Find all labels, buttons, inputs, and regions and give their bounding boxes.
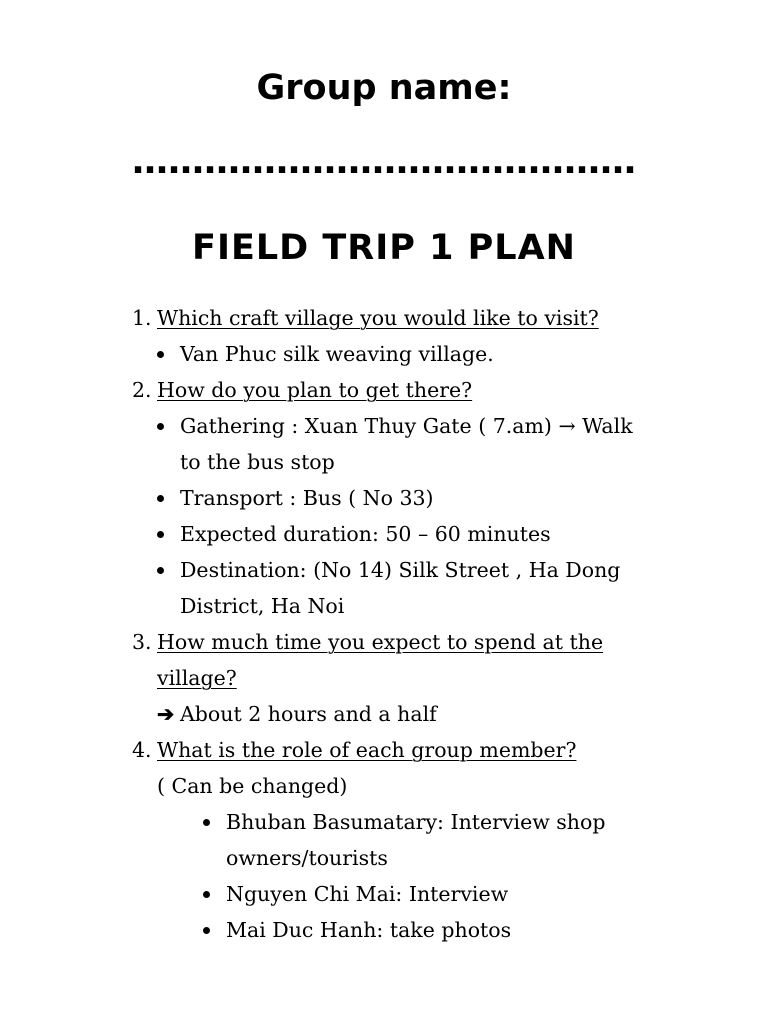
list-item: Van Phuc silk weaving village. <box>180 342 494 366</box>
member-item: Bhuban Basumatary: Interview shop <box>226 810 606 834</box>
question-text-continuation: village? <box>157 666 237 690</box>
bullet-icon <box>203 927 210 934</box>
list-item: Gathering : Xuan Thuy Gate ( 7.am) → Walk <box>180 414 633 438</box>
question-text: Which craft village you would like to visit? <box>157 306 599 330</box>
bullet-icon <box>157 423 164 430</box>
list-item: Expected duration: 50 – 60 minutes <box>180 522 551 546</box>
list-item-continuation: to the bus stop <box>180 450 335 474</box>
list-number: 4. <box>132 738 152 762</box>
list-item: Transport : Bus ( No 33) <box>180 486 434 510</box>
member-item-continuation: owners/tourists <box>226 846 388 870</box>
bullet-icon <box>157 567 164 574</box>
list-number: 2. <box>132 378 152 402</box>
bullet-icon <box>203 819 210 826</box>
list-number: 1. <box>132 306 152 330</box>
bullet-icon <box>203 891 210 898</box>
group-name-blank: …………………………………… <box>132 141 636 182</box>
page-title: FIELD TRIP 1 PLAN <box>192 228 576 268</box>
list-number: 3. <box>132 630 152 654</box>
question-text: How much time you expect to spend at the <box>157 630 604 654</box>
answer-text: About 2 hours and a half <box>180 702 437 726</box>
list-item-continuation: District, Ha Noi <box>180 594 345 618</box>
question-text: How do you plan to get there? <box>157 378 473 402</box>
arrow-right-icon: ➔ <box>157 702 175 726</box>
group-name-label: Group name: <box>256 68 512 108</box>
list-item: Destination: (No 14) Silk Street , Ha Dong <box>180 558 621 582</box>
bullet-icon <box>157 495 164 502</box>
bullet-icon <box>157 531 164 538</box>
note-text: ( Can be changed) <box>157 774 348 798</box>
member-item: Nguyen Chi Mai: Interview <box>226 882 509 906</box>
question-text: What is the role of each group member? <box>157 738 577 762</box>
bullet-icon <box>157 351 164 358</box>
member-item: Mai Duc Hanh: take photos <box>226 918 512 942</box>
